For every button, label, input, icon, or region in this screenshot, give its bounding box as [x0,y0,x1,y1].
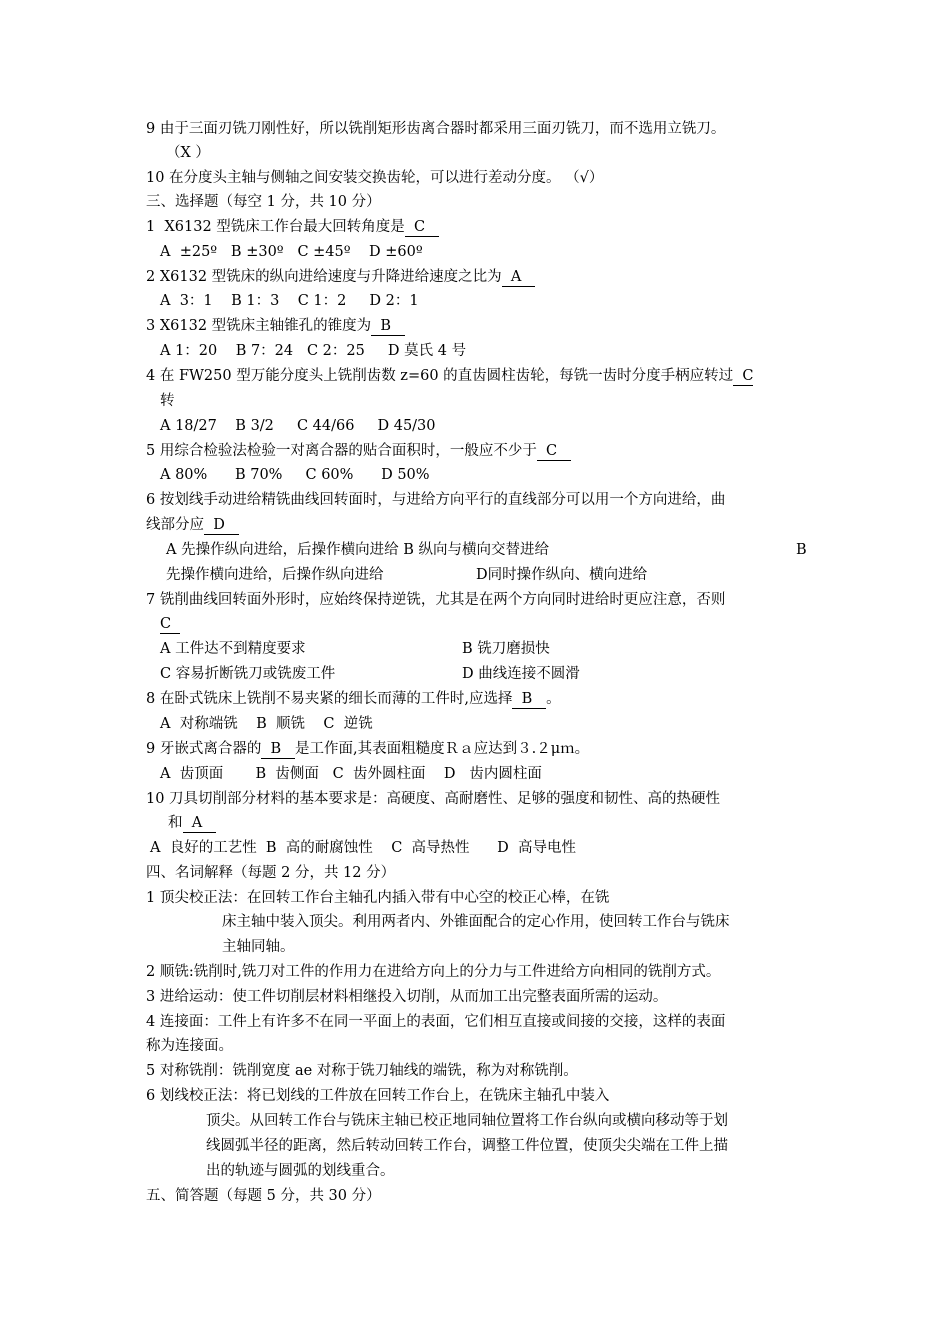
q7-answer-line [160,613,180,635]
q6-stem: 6 按划线手动进给精铣曲线回转面时，与进给方向平行的直线部分可以用一个方向进给，曲 [146,492,726,508]
judgment-q10: 10 在分度头主轴与侧轴之间安装交换齿轮，可以进行差动分度。 （√） [146,170,604,186]
q6-option-c: 先操作横向进给，后操作纵向进给 [166,567,384,583]
q9-answer: B [261,741,296,757]
judgment-q9-answer: （X ） [166,145,210,161]
q1-options: A ±25º B ±30º C ±45º D ±60º [160,244,423,260]
q8-answer: B [512,691,547,707]
q4-options: A 18/27 B 3/2 C 44/66 D 45/30 [160,418,436,434]
judgment-q9: 9 由于三面刃铣刀刚性好，所以铣削矩形齿离合器时都采用三面刃铣刀，而不选用立铣刀。 [146,121,726,137]
term6-line2: 顶尖。从回转工作台与铣床主轴已校正地同轴位置将工作台纵向或横向移动等于划 [206,1113,728,1129]
section3-heading: 三、选择题（每空 1 分，共 10 分） [146,194,381,210]
section5-heading: 五、简答题（每题 5 分，共 30 分） [146,1188,381,1204]
q5-stem: 5 用综合检验法检验一对离合器的贴合面积时，一般应不少于 C [146,443,571,459]
term2: 2 顺铣:铣削时,铣刀对工件的作用力在进给方向上的分力与工件进给方向相同的铣削方式。 [146,964,721,980]
q3-answer: B [371,318,405,334]
q10-stem-cont: 和 A [168,815,217,831]
q6-stem-cont: 线部分应 D [146,517,239,533]
term3: 3 进给运动：使工件切削层材料相继投入切削，从而加工出完整表面所需的运动。 [146,989,668,1005]
q6-answer: D [204,517,239,533]
q9-stem: 9 牙嵌式离合器的 B 是工作面,其表面粗糙度Ｒａ应达到３.２μｍ。 [146,741,590,757]
q8-stem: 8 在卧式铣床上铣削不易夹紧的细长而薄的工件时,应选择 B 。 [146,691,561,707]
q6-option-b-label: B [796,542,807,558]
q3-options: A 1：20 B 7：24 C 2：25 D 莫氏 4 号 [160,343,467,359]
q4-answer: C [733,368,754,384]
term6-line3: 线圆弧半径的距离，然后转动回转工作台，调整工件位置，使顶尖尖端在工件上描 [206,1138,728,1154]
q6-option-d: D同时操作纵向、横向进给 [476,567,648,583]
q4-stem: 4 在 FW250 型万能分度头上铣削齿数 z=60 的直齿圆柱齿轮，每铣一齿时分度手柄应转过 C [146,368,754,384]
q2-answer: A [501,269,536,285]
q7-option-b: B 铣刀磨损快 [462,641,550,657]
q7-answer: C [160,616,181,632]
term1-line2: 床主轴中装入顶尖。利用两者内、外锥面配合的定心作用，使回转工作台与铣床 [222,914,730,930]
q5-options: A 80% B 70% C 60% D 50% [160,467,430,483]
term1-line3: 主轴同轴。 [222,939,295,955]
q4-stem-cont: 转 [160,393,175,409]
term6-line4: 出的轨迹与圆弧的划线重合。 [206,1163,395,1179]
q3-stem: 3 X6132 型铣床主轴锥孔的锥度为 B [146,318,405,334]
term5: 5 对称铣削：铣削宽度 ae 对称于铣刀轴线的端铣，称为对称铣削。 [146,1063,578,1079]
term1-line1: 1 顶尖校正法：在回转工作台主轴孔内插入带有中心空的校正心棒，在铣 [146,890,610,906]
q7-option-a: A 工件达不到精度要求 [160,641,306,657]
q6-options-ab: A 先操作纵向进给，后操作横向进给 B 纵向与横向交替进给 [166,542,549,558]
q7-option-c: C 容易折断铣刀或铣废工件 [160,666,336,682]
q9-options: A 齿顶面 B 齿侧面 C 齿外圆柱面 D 齿内圆柱面 [160,766,542,782]
q2-options: A 3：1 B 1：3 C 1：2 D 2：1 [160,293,419,309]
q2-stem: 2 X6132 型铣床的纵向进给速度与升降进给速度之比为 A [146,269,536,285]
term4-line2: 称为连接面。 [146,1038,233,1054]
q10-answer: A [182,815,217,831]
q7-option-d: D 曲线连接不圆滑 [462,666,580,682]
q8-options: A 对称端铣 B 顺铣 C 逆铣 [160,716,373,732]
q10-options: A 良好的工艺性 B 高的耐腐蚀性 C 高导热性 D 高导电性 [150,840,577,856]
term4-line1: 4 连接面：工件上有许多不在同一平面上的表面，它们相互直接或间接的交接，这样的表面 [146,1014,726,1030]
term6-line1: 6 划线校正法：将已划线的工件放在回转工作台上，在铣床主轴孔中装入 [146,1088,610,1104]
q1-answer: C [404,219,439,235]
q7-stem: 7 铣削曲线回转面外形时，应始终保持逆铣，尤其是在两个方向同时进给时更应注意，否则 [146,592,726,608]
q10-stem: 10 刀具切削部分材料的基本要求是：高硬度、高耐磨性、足够的强度和韧性、高的热硬性 [146,791,721,807]
q1-stem: 1 X6132 型铣床工作台最大回转角度是 C [146,219,439,235]
q5-answer: C [536,443,571,459]
section4-heading: 四、名词解释（每题 2 分，共 12 分） [146,865,396,881]
